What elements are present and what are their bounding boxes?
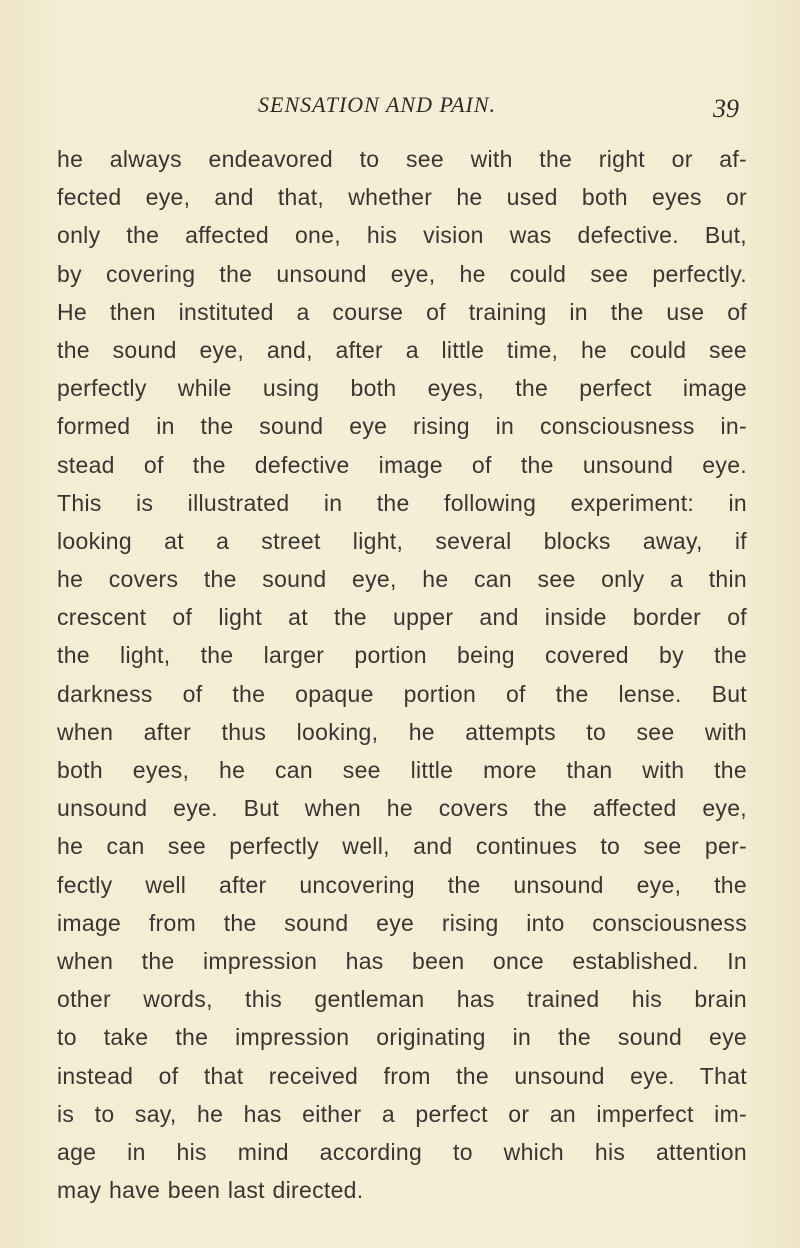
text-line: He then instituted a course of training in the use of [57,298,747,325]
text-line: he can see perfectly well, and continues to see per- [57,833,747,860]
text-line: when the impression has been once established. In [57,947,747,974]
text-line: looking at a street light, several blocks away, if [57,527,747,554]
text-line: darkness of the opaque portion of the lense. But [57,680,747,707]
text-line: fected eye, and that, whether he used both eyes or [57,184,747,211]
text-line: he always endeavored to see with the right or af- [57,146,747,172]
text-line: both eyes, he can see little more than with the [57,757,747,783]
text-line: image from the sound eye rising into consciousness [57,909,747,936]
text-line: the light, the larger portion being covered by the [57,642,747,669]
text-line: is to say, he has either a perfect or an imperfect im- [57,1100,747,1127]
body-text [57,140,747,1209]
text-line: only the affected one, his vision was defective. But, [57,222,747,249]
text-line: stead of the defective image of the unsound eye. [57,451,747,478]
text-line: fectly well after uncovering the unsound eye, the [57,871,747,898]
text-line: unsound eye. But when he covers the affected eye, [57,795,747,822]
page-number: 39 [713,94,739,123]
text-line: when after thus looking, he attempts to see with [57,718,747,745]
text-line: This is illustrated in the following experiment: in [57,489,747,516]
text-line: he covers the sound eye, he can see only a thin [57,566,747,593]
running-head-title: SENSATION AND PAIN. [258,92,497,117]
text-line: by covering the unsound eye, he could see perfectly. [57,260,747,287]
text-line: age in his mind according to which his attention [57,1138,747,1165]
text-line: formed in the sound eye rising in consciousness in- [57,413,747,440]
text-line: the sound eye, and, after a little time, he could see [57,336,747,363]
text-line: instead of that received from the unsound eye. That [57,1062,747,1089]
running-head [0,92,800,132]
text-line: crescent of light at the upper and inside border of [57,604,747,631]
text-line: may have been last directed. [57,1177,364,1204]
text-line: to take the impression originating in the sound eye [57,1024,747,1051]
text-line: perfectly while using both eyes, the perfect image [57,375,747,402]
text-line: other words, this gentleman has trained his brain [57,986,747,1013]
